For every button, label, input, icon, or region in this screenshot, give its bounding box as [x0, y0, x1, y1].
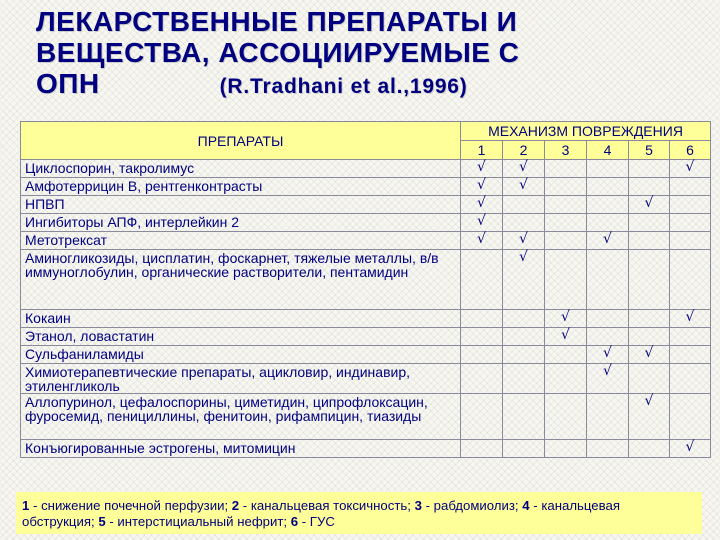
mechanism-cell-4 — [587, 394, 629, 440]
mechanism-cell-1 — [461, 250, 503, 310]
table-row — [21, 214, 711, 232]
header-drugs: ПРЕПАРАТЫ — [21, 122, 461, 160]
legend-num-4: 4 — [522, 498, 530, 513]
drug-name: Метотрексат — [21, 232, 461, 250]
mechanism-cell-1 — [461, 346, 503, 364]
mechanism-cell-1 — [461, 328, 503, 346]
mechanism-cell-6 — [670, 250, 711, 310]
mechanism-cell-1 — [461, 232, 503, 250]
table-row — [21, 160, 711, 178]
check-mark: √ — [685, 159, 695, 175]
check-mark: √ — [561, 309, 570, 325]
mechanism-cell-5 — [629, 394, 670, 440]
check-mark: √ — [644, 195, 654, 211]
mechanism-cell-5 — [629, 250, 670, 310]
legend-num-3: 3 — [414, 498, 422, 513]
mechanism-cell-2 — [503, 250, 545, 310]
check-mark: √ — [685, 309, 695, 325]
check-mark: √ — [519, 231, 528, 247]
mechanism-cell-1 — [461, 364, 503, 394]
legend-text-3: - рабдомиолиз; — [421, 498, 523, 513]
citation: (R.Tradhani et al.,1996) — [219, 75, 468, 98]
mechanism-cell-4 — [587, 178, 629, 196]
legend-num-1: 1 — [22, 498, 30, 513]
check-mark: √ — [519, 177, 528, 193]
mechanism-cell-3 — [545, 196, 587, 214]
mechanism-cell-1 — [461, 178, 503, 196]
check-mark: √ — [685, 439, 695, 455]
table-row — [21, 394, 711, 440]
legend-text-5: - интерстициальный нефрит; — [105, 514, 291, 529]
mechanism-cell-3 — [545, 440, 587, 458]
mechanism-cell-2 — [503, 214, 545, 232]
check-mark: √ — [477, 195, 486, 211]
title-line-2: ВЕЩЕСТВА, АССОЦИИРУЕМЫЕ С — [36, 37, 520, 68]
legend-num-6: 6 — [290, 514, 299, 529]
legend — [16, 492, 702, 534]
mechanism-cell-5 — [629, 440, 670, 458]
check-mark: √ — [519, 249, 528, 265]
mechanism-cell-6 — [670, 364, 711, 394]
mechanism-cell-6 — [670, 394, 711, 440]
mechanism-cell-1 — [461, 160, 503, 178]
table-body — [21, 160, 711, 458]
mechanism-cell-2 — [503, 178, 545, 196]
mechanism-cell-1 — [461, 440, 503, 458]
drug-name: НПВП — [21, 196, 461, 214]
mechanism-number-2: 2 — [503, 141, 545, 160]
mechanism-cell-4 — [587, 440, 629, 458]
mechanism-cell-5 — [629, 328, 670, 346]
mechanism-cell-5 — [629, 232, 670, 250]
mechanism-cell-1 — [461, 310, 503, 328]
legend-num-2: 2 — [231, 498, 240, 513]
mechanism-cell-2 — [503, 196, 545, 214]
drug-name: Кокаин — [21, 310, 461, 328]
table-row — [21, 310, 711, 328]
table-row — [21, 440, 711, 458]
mechanism-cell-4 — [587, 214, 629, 232]
mechanism-cell-5 — [629, 178, 670, 196]
drug-name: Амфотеррицин В, рентгенконтрасты — [21, 178, 461, 196]
mechanism-cell-6 — [670, 160, 711, 178]
mechanism-cell-6 — [670, 196, 711, 214]
mechanism-cell-5 — [629, 310, 670, 328]
mechanism-cell-1 — [461, 214, 503, 232]
mechanism-cell-6 — [670, 328, 711, 346]
mechanism-cell-2 — [503, 364, 545, 394]
mechanism-cell-5 — [629, 160, 670, 178]
mechanism-cell-4 — [587, 328, 629, 346]
drug-name: Аминогликозиды, цисплатин, фоскарнет, тяжелые металлы, в/в иммуноглобулин, органические растворители, пентамидин — [21, 250, 461, 310]
mechanism-cell-2 — [503, 346, 545, 364]
check-mark: √ — [603, 345, 612, 361]
mechanism-cell-6 — [670, 232, 711, 250]
mechanism-cell-4 — [587, 160, 629, 178]
mechanism-cell-3 — [545, 160, 587, 178]
mechanism-cell-5 — [629, 364, 670, 394]
slide-title — [36, 6, 716, 102]
mechanism-cell-3 — [545, 250, 587, 310]
legend-text-2: - канальцевая токсичность; — [239, 498, 415, 513]
mechanism-cell-5 — [629, 214, 670, 232]
check-mark: √ — [644, 345, 654, 361]
mechanism-number-4: 4 — [587, 141, 629, 160]
mechanism-cell-6 — [670, 440, 711, 458]
mechanism-cell-4 — [587, 232, 629, 250]
mechanism-cell-4 — [587, 310, 629, 328]
mechanism-cell-6 — [670, 310, 711, 328]
table-row — [21, 346, 711, 364]
mechanism-number-5: 5 — [629, 141, 670, 160]
drug-name: Сульфаниламиды — [21, 346, 461, 364]
mechanism-cell-5 — [629, 196, 670, 214]
mechanism-number-3: 3 — [545, 141, 587, 160]
drug-mechanism-table — [20, 121, 711, 458]
legend-num-5: 5 — [98, 514, 106, 529]
legend-text-1: - снижение почечной перфузии; — [29, 498, 232, 513]
drug-name: Химиотерапевтические препараты, ацикловир, индинавир, этиленгликоль — [21, 364, 461, 394]
mechanism-cell-3 — [545, 394, 587, 440]
mechanism-cell-2 — [503, 440, 545, 458]
mechanism-cell-3 — [545, 214, 587, 232]
mechanism-cell-5 — [629, 346, 670, 364]
mechanism-cell-2 — [503, 232, 545, 250]
legend-text-4: - канальцевая обструкция; — [22, 498, 620, 529]
title-line-1: ЛЕКАРСТВЕННЫЕ ПРЕПАРАТЫ И — [36, 6, 518, 37]
legend-text-6: - ГУС — [298, 514, 335, 529]
check-mark: √ — [477, 159, 486, 175]
mechanism-cell-3 — [545, 232, 587, 250]
mechanism-cell-3 — [545, 328, 587, 346]
mechanism-cell-3 — [545, 178, 587, 196]
mechanism-cell-2 — [503, 394, 545, 440]
mechanism-cell-1 — [461, 394, 503, 440]
mechanism-cell-2 — [503, 310, 545, 328]
check-mark: √ — [603, 231, 612, 247]
mechanism-number-6: 6 — [670, 141, 711, 160]
check-mark: √ — [644, 393, 654, 409]
drug-name: Циклоспорин, такролимус — [21, 160, 461, 178]
drug-name: Аллопуринол, цефалоспорины, циметидин, ципрофлоксацин, фуросемид, пенициллины, фенитоин, рифампицин, тиазиды — [21, 394, 461, 440]
check-mark: √ — [603, 363, 612, 379]
mechanism-cell-3 — [545, 346, 587, 364]
mechanism-cell-1 — [461, 196, 503, 214]
mechanism-cell-3 — [545, 364, 587, 394]
table-row — [21, 178, 711, 196]
mechanism-number-1: 1 — [461, 141, 503, 160]
mechanism-cell-2 — [503, 160, 545, 178]
mechanism-cell-6 — [670, 346, 711, 364]
drug-name: Конъюгированные эстрогены, митомицин — [21, 440, 461, 458]
table-row — [21, 196, 711, 214]
mechanism-cell-4 — [587, 346, 629, 364]
check-mark: √ — [477, 213, 486, 229]
title-line-3-wrap — [36, 68, 716, 102]
drug-name: Ингибиторы АПФ, интерлейкин 2 — [21, 214, 461, 232]
table-row — [21, 328, 711, 346]
mechanism-cell-4 — [587, 250, 629, 310]
mechanism-cell-6 — [670, 214, 711, 232]
mechanism-cell-4 — [587, 196, 629, 214]
table-row — [21, 250, 711, 310]
table-row — [21, 364, 711, 394]
mechanism-cell-4 — [587, 364, 629, 394]
title-line-3: ОПН — [36, 68, 100, 99]
check-mark: √ — [519, 159, 528, 175]
check-mark: √ — [561, 327, 570, 343]
mechanism-cell-6 — [670, 178, 711, 196]
mechanism-cell-3 — [545, 310, 587, 328]
mechanism-cell-2 — [503, 328, 545, 346]
drug-name: Этанол, ловастатин — [21, 328, 461, 346]
check-mark: √ — [477, 231, 486, 247]
header-mechanism: МЕХАНИЗМ ПОВРЕЖДЕНИЯ — [461, 122, 711, 141]
check-mark: √ — [477, 177, 486, 193]
table-row — [21, 232, 711, 250]
